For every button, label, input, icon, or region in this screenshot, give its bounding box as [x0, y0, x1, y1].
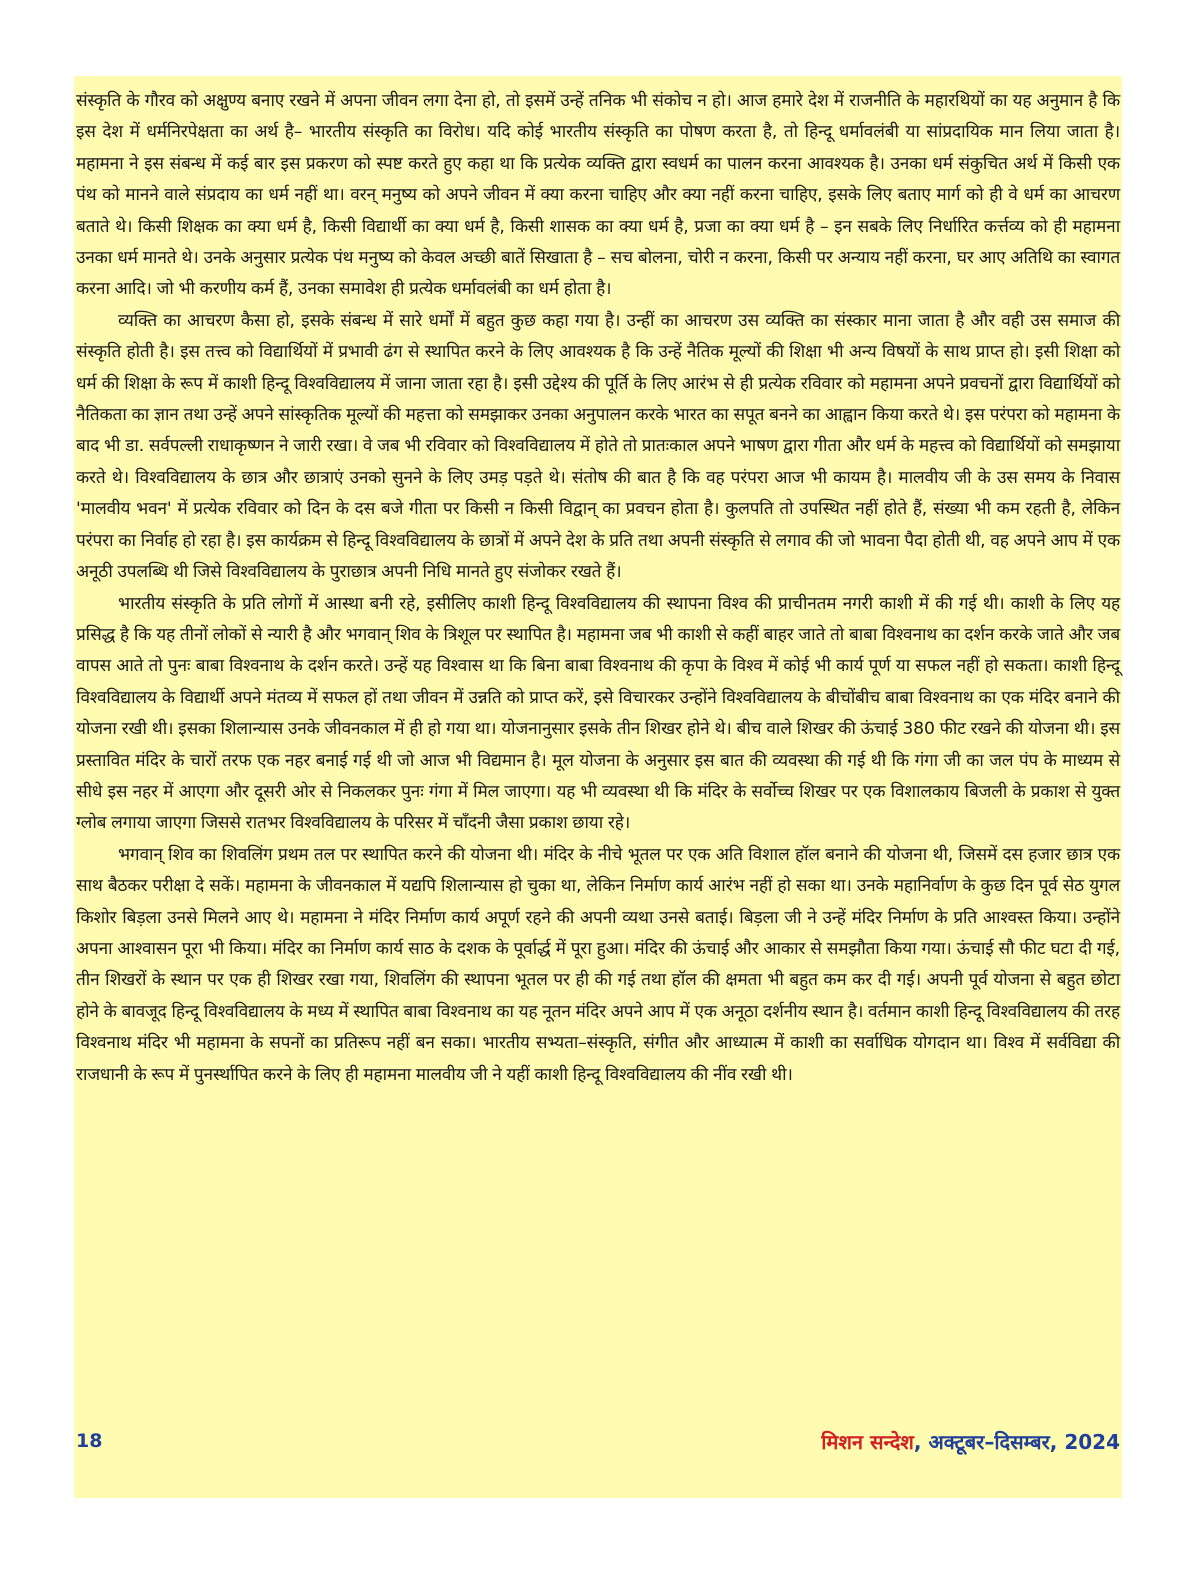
- article-body: [76, 86, 1120, 1091]
- paragraph-1: संस्कृति के गौरव को अक्षुण्य बनाए रखने में अपना जीवन लगा देना हो, तो इसमें उन्हें तनिक भी संकोच न हो। आज हमारे देश में राजनीति के महारथियों का यह अनुमान है कि इस देश में धर्मनिरपेक्षता का अर्थ है– भारतीय संस्कृति का विरोध। यदि कोई भारतीय संस्कृति का पोषण करता है, तो हिन्दू धर्मावलंबी या सांप्रदायिक मान लिया जाता है। महामना ने इस संबन्ध में कई बार इस प्रकरण को स्पष्ट करते हुए कहा था कि प्रत्येक व्यक्ति द्वारा स्वधर्म का पालन करना आवश्यक है। उनका धर्म संकुचित अर्थ में किसी एक पंथ को मानने वाले संप्रदाय का धर्म नहीं था। वरन् मनुष्य को अपने जीवन में क्या करना चाहिए और क्या नहीं करना चाहिए, इसके लिए बताए मार्ग को ही वे धर्म का आचरण बताते थे। किसी शिक्षक का क्या धर्म है, किसी विद्यार्थी का क्या धर्म है, किसी शासक का क्या धर्म है, प्रजा का क्या धर्म है – इन सबके लिए निर्धारित कर्त्तव्य को ही महामना उनका धर्म मानते थे। उनके अनुसार प्रत्येक पंथ मनुष्य को केवल अच्छी बातें सिखाता है – सच बोलना, चोरी न करना, किसी पर अन्याय नहीं करना, घर आए अतिथि का स्वागत करना आदि। जो भी करणीय कर्म हैं, उनका समावेश ही प्रत्येक धर्मावलंबी का धर्म होता है।: [76, 91, 1120, 300]
- page-footer: [76, 1424, 1120, 1464]
- paragraph-4: भगवान् शिव का शिवलिंग प्रथम तल पर स्थापित करने की योजना थी। मंदिर के नीचे भूतल पर एक अति विशाल हॉल बनाने की योजना थी, जिसमें दस हजार छात्र एक साथ बैठकर परीक्षा दे सकें। महामना के जीवनकाल में यद्यपि शिलान्यास हो चुका था, लेकिन निर्माण कार्य आरंभ नहीं हो सका था। उनके महानिर्वाण के कुछ दिन पूर्व सेठ युगल किशोर बिड़ला उनसे मिलने आए थे। महामना ने मंदिर निर्माण कार्य अपूर्ण रहने की अपनी व्यथा उनसे बताई। बिड़ला जी ने उन्हें मंदिर निर्माण के प्रति आश्वस्त किया। उन्होंने अपना आश्वासन पूरा भी किया। मंदिर का निर्माण कार्य साठ के दशक के पूर्वार्द्ध में पूरा हुआ। मंदिर की ऊंचाई और आकार से समझौता किया गया। ऊंचाई सौ फीट घटा दी गई, तीन शिखरों के स्थान पर एक ही शिखर रखा गया, शिवलिंग की स्थापना भूतल पर ही की गई तथा हॉल की क्षमता भी बहुत कम कर दी गई। अपनी पूर्व योजना से बहुत छोटा होने के बावजूद हिन्दू विश्वविद्यालय के मध्य में स्थापित बाबा विश्वनाथ का यह नूतन मंदिर अपने आप में एक अनूठा दर्शनीय स्थान है। वर्तमान काशी हिन्दू विश्वविद्यालय की तरह विश्वनाथ मंदिर भी महामना के सपनों का प्रतिरूप नहीं बन सका। भारतीय सभ्यता–संस्कृति, संगीत और आध्यात्म में काशी का सर्वाधिक योगदान था। विश्व में सर्वविद्या की राजधानी के रूप में पुनर्स्थापित करने के लिए ही महामना मालवीय जी ने यहीं काशी हिन्दू विश्वविद्यालय की नींव रखी थी।: [76, 844, 1120, 1085]
- paragraph-3: भारतीय संस्कृति के प्रति लोगों में आस्था बनी रहे, इसीलिए काशी हिन्दू विश्वविद्यालय की स्थापना विश्व की प्राचीनतम नगरी काशी में की गई थी। काशी के लिए यह प्रसिद्ध है कि यह तीनों लोकों से न्यारी है और भगवान् शिव के त्रिशूल पर स्थापित है। महामना जब भी काशी से कहीं बाहर जाते तो बाबा विश्वनाथ का दर्शन करके जाते और जब वापस आते तो पुनः बाबा विश्वनाथ के दर्शन करते। उन्हें यह विश्वास था कि बिना बाबा विश्वनाथ की कृपा के विश्व में कोई भी कार्य पूर्ण या सफल नहीं हो सकता। काशी हिन्दू विश्वविद्यालय के विद्यार्थी अपने मंतव्य में सफल हों तथा जीवन में उन्नति को प्राप्त करें, इसे विचारकर उन्होंने विश्वविद्यालय के बीचोंबीच बाबा विश्वनाथ का एक मंदिर बनाने की योजना रखी थी। इसका शिलान्यास उनके जीवनकाल में ही हो गया था। योजनानुसार इसके तीन शिखर होने थे। बीच वाले शिखर की ऊंचाई 380 फीट रखने की योजना थी। इस प्रस्तावित मंदिर के चारों तरफ एक नहर बनाई गई थी जो आज भी विद्यमान है। मूल योजना के अनुसार इस बात की व्यवस्था की गई थी कि गंगा जी का जल पंप के माध्यम से सीधे इस नहर में आएगा और दूसरी ओर से निकलकर पुनः गंगा में मिल जाएगा। यह भी व्यवस्था थी कि मंदिर के सर्वोच्च शिखर पर एक विशालकाय बिजली के प्रकाश से युक्त ग्लोब लगाया जाएगा जिससे रातभर विश्वविद्यालय के परिसर में चाँदनी जैसा प्रकाश छाया रहे।: [76, 593, 1120, 834]
- page-number: 18: [76, 1430, 103, 1452]
- publication-credit: [821, 1428, 1120, 1455]
- issue-date: अक्टूबर–दिसम्बर, 2024: [921, 1430, 1120, 1454]
- paragraph-2: व्यक्ति का आचरण कैसा हो, इसके संबन्ध में सारे धर्मों में बहुत कुछ कहा गया है। उन्हीं का आचरण उस व्यक्ति का संस्कार माना जाता है और वही उस समाज की संस्कृति होती है। इस तत्त्व को विद्यार्थियों में प्रभावी ढंग से स्थापित करने के लिए आवश्यक है कि उन्हें नैतिक मूल्यों की शिक्षा भी अन्य विषयों के साथ प्राप्त हो। इसी शिक्षा को धर्म की शिक्षा के रूप में काशी हिन्दू विश्वविद्यालय में जाना जाता रहा है। इसी उद्देश्य की पूर्ति के लिए आरंभ से ही प्रत्येक रविवार को महामना अपने प्रवचनों द्वारा विद्यार्थियों को नैतिकता का ज्ञान तथा उन्हें अपने सांस्कृतिक मूल्यों की महत्ता को समझाकर उनका अनुपालन करके भारत का सपूत बनने का आह्वान किया करते थे। इस परंपरा को महामना के बाद भी डा. सर्वपल्ली राधाकृष्णन ने जारी रखा। वे जब भी रविवार को विश्वविद्यालय में होते तो प्रातःकाल अपने भाषण द्वारा गीता और धर्म के महत्त्व को विद्यार्थियों को समझाया करते थे। विश्वविद्यालय के छात्र और छात्राएं उनको सुनने के लिए उमड़ पड़ते थे। संतोष की बात है कि वह परंपरा आज भी कायम है। मालवीय जी के उस समय के निवास 'मालवीय भवन' में प्रत्येक रविवार को दिन के दस बजे गीता पर किसी न किसी विद्वान् का प्रवचन होता है। कुलपति तो उपस्थित नहीं होते हैं, संख्या भी कम रहती है, लेकिन परंपरा का निर्वाह हो रहा है। इस कार्यक्रम से हिन्दू विश्वविद्यालय के छात्रों में अपने देश के प्रति तथा अपनी संस्कृति से लगाव की जो भावना पैदा होती थी, वह अपने आप में एक अनूठी उपलब्धि थी जिसे विश्वविद्यालय के पुराछात्र अपनी निधि मानते हुए संजोकर रखते हैं।: [76, 310, 1120, 583]
- publication-separator: ,: [913, 1430, 922, 1454]
- publication-name: मिशन सन्देश: [821, 1430, 914, 1454]
